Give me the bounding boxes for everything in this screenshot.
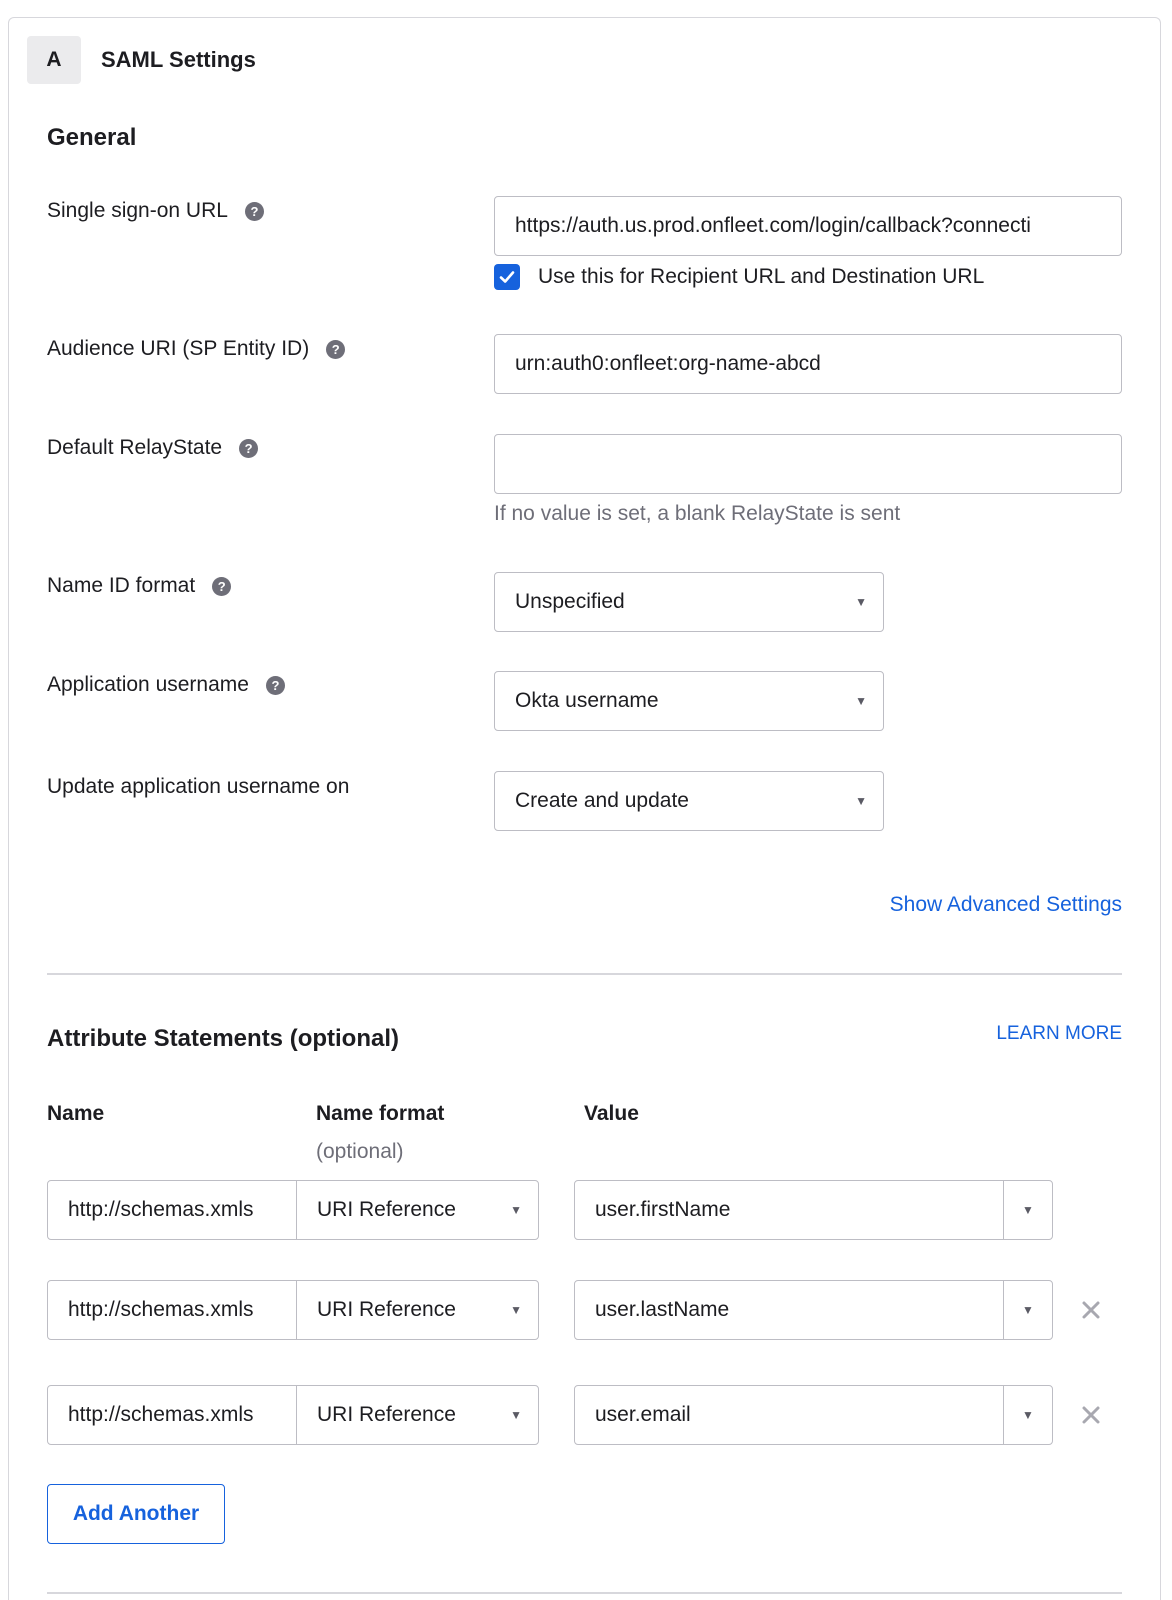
help-icon[interactable]: ?: [212, 577, 231, 596]
relay-state-label-text: Default RelayState: [47, 436, 223, 459]
close-icon: [1081, 1405, 1101, 1425]
attribute-value-dropdown[interactable]: [1003, 1180, 1053, 1240]
remove-attribute-button[interactable]: [1075, 1294, 1107, 1326]
chevron-down-icon: ▼: [1022, 1303, 1034, 1317]
remove-attribute-button[interactable]: [1075, 1399, 1107, 1431]
attribute-format-value: URI Reference: [317, 1298, 456, 1321]
attribute-name-input[interactable]: http://schemas.xmls: [47, 1280, 299, 1340]
help-icon[interactable]: ?: [239, 439, 258, 458]
audience-uri-input[interactable]: urn:auth0:onfleet:org-name-abcd: [494, 334, 1122, 394]
help-icon[interactable]: ?: [326, 340, 345, 359]
general-section-title: General: [47, 124, 137, 151]
column-header-value: Value: [584, 1102, 639, 1125]
chevron-down-icon: ▼: [510, 1203, 522, 1217]
relay-state-label: [47, 436, 258, 460]
update-username-value: Create and update: [515, 789, 689, 812]
step-badge: A: [27, 36, 81, 84]
attribute-row: [47, 1385, 1127, 1445]
relay-state-hint: If no value is set, a blank RelayState is sent: [494, 502, 901, 525]
chevron-down-icon: ▼: [1022, 1203, 1034, 1217]
attribute-name-input[interactable]: http://schemas.xmls: [47, 1180, 299, 1240]
attribute-value-input[interactable]: user.email: [574, 1385, 1006, 1445]
relay-state-input[interactable]: [494, 434, 1122, 494]
add-another-button[interactable]: Add Another: [47, 1484, 225, 1544]
show-advanced-settings-link[interactable]: Show Advanced Settings: [889, 893, 1122, 916]
chevron-down-icon: ▼: [855, 595, 867, 609]
learn-more-link[interactable]: LEARN MORE: [996, 1023, 1122, 1044]
help-icon[interactable]: ?: [245, 202, 264, 221]
name-id-format-select[interactable]: [494, 572, 884, 632]
update-username-select[interactable]: [494, 771, 884, 831]
attribute-value-input[interactable]: user.firstName: [574, 1180, 1006, 1240]
column-header-name: Name: [47, 1102, 105, 1125]
recipient-url-checkbox-row[interactable]: [494, 264, 984, 290]
chevron-down-icon: ▼: [1022, 1408, 1034, 1422]
section-divider: [47, 973, 1122, 975]
chevron-down-icon: ▼: [855, 694, 867, 708]
recipient-url-checkbox-label: Use this for Recipient URL and Destination URL: [538, 265, 985, 288]
app-username-label: [47, 673, 285, 697]
attribute-format-select[interactable]: [296, 1385, 539, 1445]
attribute-format-select[interactable]: [296, 1280, 539, 1340]
attribute-name-input[interactable]: http://schemas.xmls: [47, 1385, 299, 1445]
audience-uri-label: [47, 337, 345, 361]
attribute-value-dropdown[interactable]: [1003, 1280, 1053, 1340]
app-username-label-text: Application username: [47, 673, 249, 696]
app-username-select[interactable]: [494, 671, 884, 731]
name-id-format-value: Unspecified: [515, 590, 625, 613]
attribute-row: [47, 1180, 1127, 1240]
attribute-format-value: URI Reference: [317, 1198, 456, 1221]
name-id-format-label: [47, 574, 231, 598]
attribute-row: [47, 1280, 1127, 1340]
sso-url-label: [47, 199, 264, 223]
close-icon: [1081, 1300, 1101, 1320]
app-username-value: Okta username: [515, 689, 659, 712]
chevron-down-icon: ▼: [855, 794, 867, 808]
column-header-name-format-optional: (optional): [316, 1140, 404, 1163]
name-id-format-label-text: Name ID format: [47, 574, 196, 597]
column-header-name-format: Name format: [316, 1102, 445, 1125]
sso-url-input[interactable]: https://auth.us.prod.onfleet.com/login/callback?connecti: [494, 196, 1122, 256]
card-title: SAML Settings: [101, 47, 256, 72]
attribute-statements-title: Attribute Statements (optional): [47, 1025, 399, 1052]
chevron-down-icon: ▼: [510, 1408, 522, 1422]
update-username-label-text: Update application username on: [47, 775, 350, 798]
recipient-url-checkbox[interactable]: [494, 264, 520, 290]
attribute-format-value: URI Reference: [317, 1403, 456, 1426]
attribute-value-input[interactable]: user.lastName: [574, 1280, 1006, 1340]
update-username-label: [47, 775, 349, 799]
chevron-down-icon: ▼: [510, 1303, 522, 1317]
section-divider: [47, 1592, 1122, 1594]
audience-uri-label-text: Audience URI (SP Entity ID): [47, 337, 310, 360]
help-icon[interactable]: ?: [266, 676, 285, 695]
attribute-format-select[interactable]: [296, 1180, 539, 1240]
sso-url-label-text: Single sign-on URL: [47, 199, 228, 222]
attribute-value-dropdown[interactable]: [1003, 1385, 1053, 1445]
checkmark-icon: [498, 268, 516, 286]
